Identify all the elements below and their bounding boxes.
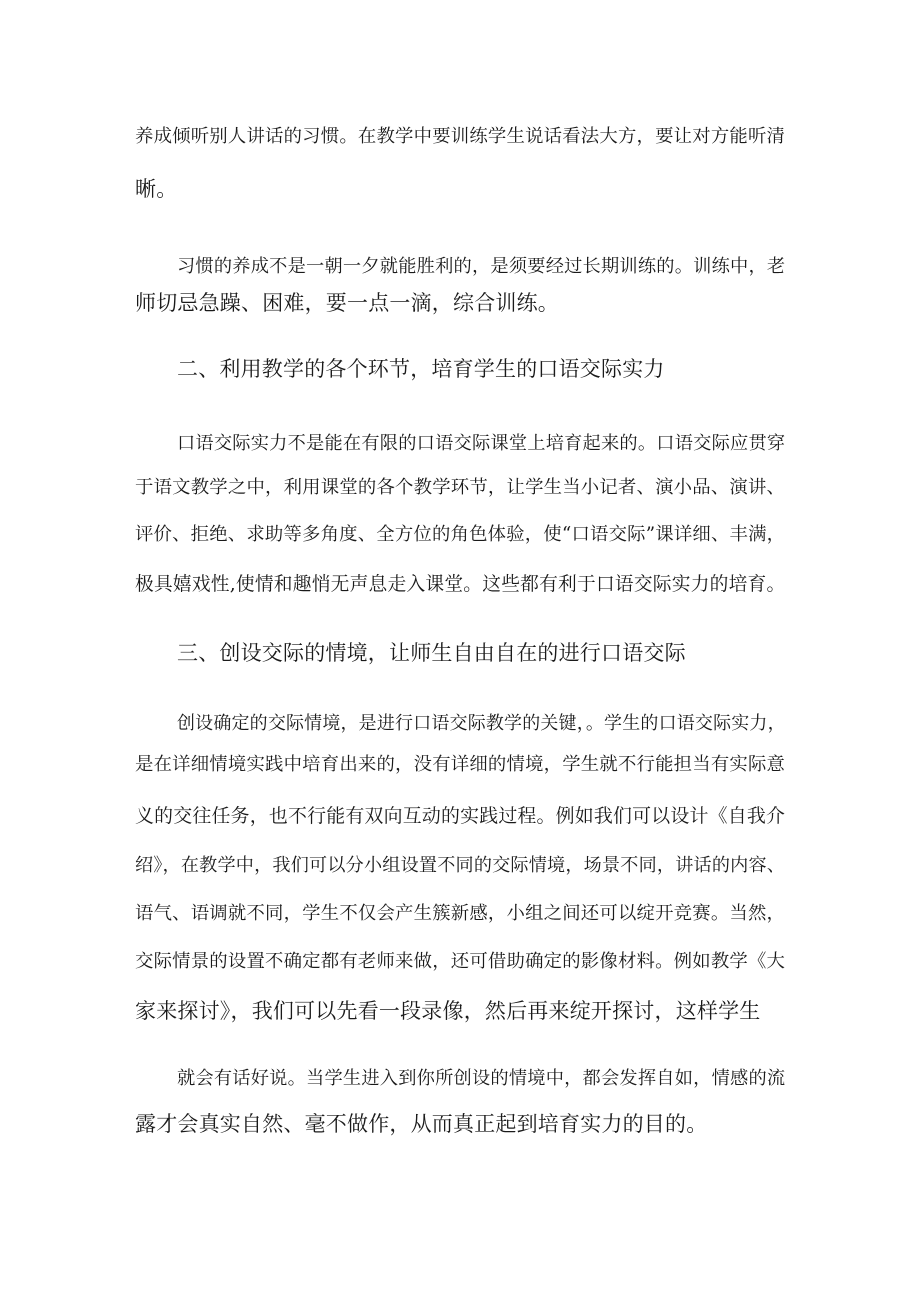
paragraph-line: 绍》，在教学中，我们可以分小组设置不同的交际情境，场景不同，讲话的内容、 [135, 855, 786, 876]
paragraph-line: 语气、语调就不同，学生不仅会产生簇新感，小组之间还可以绽开竞赛。当然， [135, 903, 786, 924]
section-heading: 二、利用教学的各个环节，培育学生的口语交际实力 [177, 357, 665, 381]
paragraph-line: 养成倾听别人讲话的习惯。在教学中要训练学生说话看法大方，要让对方能听清 [135, 126, 786, 147]
paragraph-line: 义的交往任务，也不行能有双向互动的实践过程。例如我们可以设计《自我介 [135, 805, 786, 827]
paragraph-line: 于语文教学之中，利用课堂的各个教学环节，让学生当小记者、演小品、演讲、 [135, 477, 786, 498]
paragraph-line: 露才会真实自然、毫不做作，从而真正起到培育实力的目的。 [135, 1112, 708, 1136]
paragraph-line: 就会有话好说。当学生进入到你所创设的情境中，都会发挥自如，情感的流 [177, 1068, 786, 1089]
paragraph-line: 评价、拒绝、求助等多角度、全方位的角色体验，使“口语交际”课详细、丰满， [135, 524, 786, 545]
paragraph-line: 晰。 [135, 177, 178, 201]
paragraph-line: 口语交际实力不是能在有限的口语交际课堂上培育起来的。口语交际应贯穿 [177, 433, 786, 454]
paragraph-line: 是在详细情境实践中培育出来的，没有详细的情境，学生就不行能担当有实际意 [135, 754, 786, 775]
paragraph-line: 师切忌急躁、困难，要一点一滴，综合训练。 [135, 291, 559, 315]
section-heading: 三、创设交际的情境，让师生自由自在的进行口语交际 [177, 641, 686, 665]
paragraph-line: 创设确定的交际情境，是进行口语交际教学的关键，。学生的口语交际实力， [177, 713, 786, 734]
paragraph-line: 交际情景的设置不确定都有老师来做，还可借助确定的影像材料。例如教学《大 [135, 951, 786, 972]
paragraph-line: 极具嬉戏性,使情和趣悄无声息走入课堂。这些都有利于口语交际实力的培育。 [135, 574, 786, 595]
paragraph-line: 习惯的养成不是一朝一夕就能胜利的，是须要经过长期训练的。训练中，老 [177, 256, 786, 277]
paragraph-line: 家来探讨》，我们可以先看一段录像，然后再来绽开探讨，这样学生 [135, 999, 761, 1023]
